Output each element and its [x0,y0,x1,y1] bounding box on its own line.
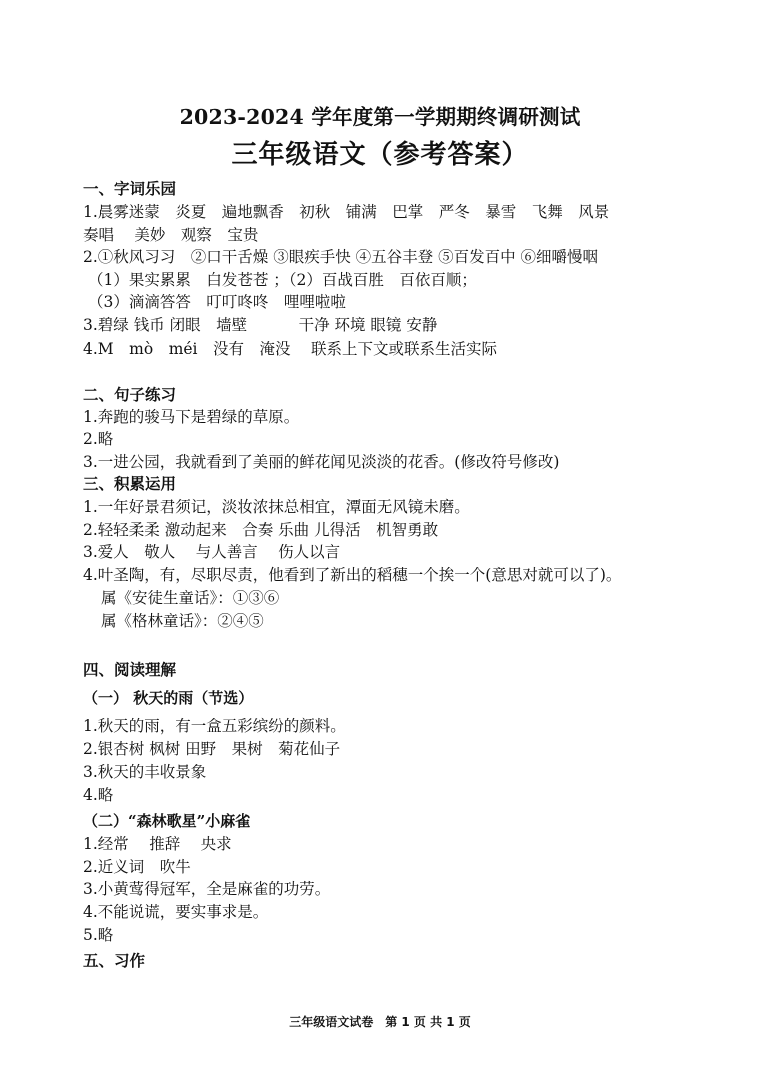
answer-line: 2.①秋风习习 ②口干舌燥 ③眼疾手快 ④五谷丰登 ⑤百发百中 ⑥细嚼慢咽 [83,248,598,266]
answer-line: 3.爱人 敬人 与人善言 伤人以言 [83,543,341,561]
answer-line: 3.碧绿 钱币 闭眼 墙壁 干净 环境 眼镜 安静 [83,316,438,334]
answer-line: 4.M mò méi 没有 淹没 联系上下文或联系生活实际 [83,340,497,358]
document-subtitle: 三年级语文（参考答案） [231,140,529,170]
answer-line: 1.奔跑的骏马下是碧绿的草原。 [83,408,300,426]
document-title: 2023-2024 学年度第一学期期终调研测试 [179,105,581,129]
answer-line: 1.一年好景君须记，淡妆浓抹总相宜，潭面无风镜未磨。 [83,498,470,516]
answer-line: 3.秋天的丰收景象 [83,763,207,781]
answer-line: 1.经常 推辞 央求 [83,835,232,853]
section-heading-accumulation: 三、积累运用 [83,475,177,493]
page-footer: 三年级语文试卷 第 1 页 共 1 页 [289,1015,471,1029]
answer-line: 5.略 [83,926,114,944]
answer-line: 奏唱 美妙 观察 宝贵 [83,226,259,244]
section-heading-vocabulary: 一、字词乐园 [83,180,177,198]
answer-line: （1）果实累累 白发苍苍 ；（2）百战百胜 百依百顺； [88,271,477,289]
answer-line: 1.秋天的雨，有一盒五彩缤纷的颜料。 [83,717,346,735]
answer-line: 属《格林童话》：②④⑤ [101,612,264,630]
passage-heading: （二）“森林歌星”小麻雀 [83,812,251,830]
answer-line: （3）滴滴答答 叮叮咚咚 哩哩啦啦 [88,293,346,311]
passage-heading: （一） 秋天的雨（节选） [83,689,254,707]
section-heading-writing: 五、习作 [83,952,146,970]
answer-line: 2.近义词 吹牛 [83,858,191,876]
answer-line: 属《安徒生童话》：①③⑥ [101,589,280,607]
answer-line: 4.不能说谎，要实事求是。 [83,903,269,921]
section-heading-sentences: 二、句子练习 [83,386,177,404]
answer-line: 4.叶圣陶，有，尽职尽责，他看到了新出的稻穗一个挨一个(意思对就可以了)。 [83,566,622,584]
answer-line: 1.晨雾迷蒙 炎夏 遍地飘香 初秋 铺满 巴掌 严冬 暴雪 飞舞 风景 [83,203,610,221]
answer-line: 2.轻轻柔柔 激动起来 合奏 乐曲 儿得活 机智勇敢 [83,521,439,539]
answer-line: 3.一进公园，我就看到了美丽的鲜花闻见淡淡的花香。(修改符号修改) [83,453,560,471]
answer-line: 2.银杏树 枫树 田野 果树 菊花仙子 [83,740,341,758]
section-heading-reading: 四、阅读理解 [83,661,177,679]
answer-line: 2.略 [83,430,114,448]
answer-line: 4.略 [83,786,114,804]
answer-line: 3.小黄莺得冠军，全是麻雀的功劳。 [83,880,331,898]
